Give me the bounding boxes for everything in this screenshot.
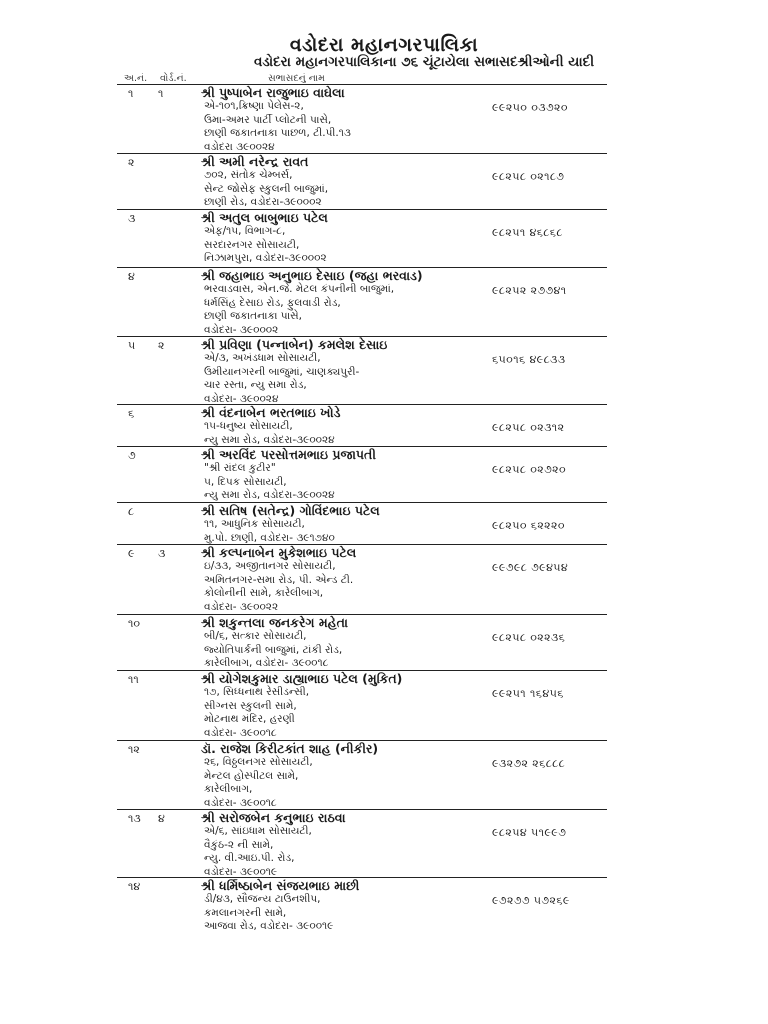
member-serial-number: ૭ — [128, 449, 136, 462]
member-name: શ્રી અરવિંદ પરસોત્તમભાઇ પ્રજાપતી — [201, 447, 376, 462]
address-line: એ-૧૦૧,ક્રિષ્ણા પેલેસ-૨, — [204, 100, 304, 112]
address-line: વડોદરા ૩૯૦૦૨૪ — [204, 140, 275, 153]
address-line: ન્યુ સમા રોડ, વડોદરા-૩૯૦૦૨૪ — [204, 489, 335, 501]
address-line: વડોદરા- ૩૯૦૦૧૮ — [204, 726, 277, 739]
member-serial-number: ૧૩ — [128, 812, 141, 825]
address-line: વડોદરા- ૩૯૦૦૧૮ — [204, 796, 277, 809]
column-header-ward: વોર્ડ.નં. — [160, 73, 187, 84]
address-line: આજવા રોડ, વડોદરા- ૩૯૦૦૧૯ — [204, 920, 334, 932]
member-serial-number: ૧૦ — [128, 617, 141, 630]
address-line: ૧૫-ધનુષ્ય સોસાયટી, — [204, 420, 293, 432]
member-name: શ્રી ધર્મિષ્ઠાબેન સંજયભાઇ માછી — [201, 878, 360, 893]
member-name: શ્રી યોગેશકુમાર ડાહ્યાભાઇ પટેલ (મુકિત) — [201, 671, 403, 686]
member-phone: ૯૮૨૫૧ ૪૬૮૬૮ — [492, 226, 563, 239]
member-name: શ્રી સતિષ (સતેન્દ્ર) ગોવિંદભાઇ પટેલ — [201, 503, 380, 518]
member-phone: ૯૯૨૫૧ ૧૬૪૫૬ — [492, 687, 564, 700]
address-line: એફ/૧૫, વિભાગ-૮, — [204, 225, 286, 237]
member-address — [204, 352, 359, 406]
member-address — [204, 756, 313, 810]
address-line: ૧૧, આધુનિક સોસાયટી, — [204, 518, 305, 530]
address-line: વડોદરા- ૩૯૦૦૨૨ — [204, 600, 279, 613]
address-line: ચાર રસ્તા, ન્યુ સમા રોડ, — [204, 379, 307, 391]
address-line: વડોદરા- ૩૯૦૦૧૯ — [204, 865, 278, 878]
member-name: શ્રી વંદનાબેન ભરતભાઇ ખોડે — [201, 405, 341, 420]
member-name: શ્રી અમી નરેન્દ્ર રાવત — [201, 154, 309, 169]
member-phone: ૬૫૦૧૬ ૪૯૮૩૩ — [492, 353, 566, 366]
address-line: અમિતનગર-સમા રોડ, પી. એન્ડ ટી. — [204, 573, 354, 586]
member-ward-number: ૧ — [158, 87, 164, 100]
member-name: ડૉ. રાજેશ કિરીટકાંત શાહ (નીકીર) — [201, 741, 379, 756]
member-serial-number: ૪ — [128, 270, 135, 283]
row-divider — [117, 209, 607, 210]
column-header-serial: અ.નં. — [124, 73, 148, 84]
member-serial-number: ૧૪ — [128, 880, 141, 893]
page-subtitle: વડોદરા મહાનગરપાલિકાના ૭૬ ચૂંટાયેલા સભાસદશ્રીઓની યાદી — [253, 54, 595, 70]
member-name: શ્રી સરોજબેન કનુભાઇ રાઠવા — [201, 810, 346, 825]
address-line: સેન્ટ જોસેફ સ્કુલની બાજુમાં, — [204, 182, 329, 195]
member-phone: ૯૮૨૫૦ ૬૨૨૨૦ — [492, 519, 565, 532]
member-name: શ્રી શકુન્તલા જનકરેગ મહેતા — [201, 615, 348, 630]
address-line: સીગ્નસ સ્કુલની સામે, — [204, 699, 297, 712]
address-line: ૧૭, સિધ્ધનાથ રેસીડન્સી, — [204, 686, 310, 698]
member-address — [204, 630, 342, 671]
address-line: ઉમા-અમર પાર્ટી પ્લોટની પાસે, — [204, 113, 332, 126]
member-address — [204, 100, 351, 154]
member-name: શ્રી પ્રવિણા (પન્નાબેન) કમલેશ દેસાઇ — [201, 337, 388, 352]
address-line: એ/૩, અખંડધામ સોસાયટી, — [204, 352, 321, 364]
member-ward-number: ૩ — [158, 547, 166, 560]
address-line: "શ્રી રાંદલ કુટીર" — [204, 462, 276, 474]
address-line: વૈકુંઠ-૨ ની સામે, — [204, 838, 274, 851]
member-serial-number: ૧૨ — [128, 743, 140, 756]
address-line: ન્યુ. વી.આઇ.પી. રોડ, — [204, 852, 295, 864]
member-phone: ૯૮૨૫૮ ૦૨૩૧૨ — [492, 421, 565, 434]
member-phone: ૯૮૨૫૪ ૫૧૯૯૭ — [492, 826, 567, 839]
row-divider — [117, 809, 607, 810]
address-line: બી/૬, સત્કાર સોસાયટી, — [204, 630, 307, 642]
member-serial-number: ૧ — [128, 87, 134, 100]
member-serial-number: ૬ — [128, 407, 135, 420]
member-address — [204, 169, 328, 210]
member-address — [204, 225, 327, 266]
member-serial-number: ૩ — [128, 212, 136, 225]
address-line: ન્યુ સમા રોડ, વડોદરા-૩૯૦૦૨૪ — [204, 433, 335, 446]
address-line: મુ.પો. છાણી, વડોદરા- ૩૯૧૭૪૦ — [204, 531, 335, 544]
member-name: શ્રી જહાભાઇ અનુભાઇ દેસાઇ (જહા ભરવાડ) — [201, 268, 423, 283]
address-line: ઉમીયાનગરની બાજુમાં, ચાણક્યપુરી- — [204, 365, 360, 378]
address-line: સરદારનગર સોસાયટી, — [204, 238, 300, 251]
member-address — [204, 560, 353, 614]
row-divider — [117, 544, 607, 545]
member-phone: ૯૮૨૫૨ ૨૭૭૪૧ — [492, 284, 567, 297]
row-divider — [117, 153, 607, 154]
member-address — [204, 420, 335, 447]
address-line: ધર્મસિંહ દેસાઇ રોડ, ફુલવાડી રોડ, — [204, 296, 341, 309]
member-phone: ૯૮૨૫૮ ૦૨૧૮૭ — [492, 170, 565, 183]
address-line: વડોદરા- ૩૯૦૦૨૪ — [204, 392, 279, 405]
address-line: મેન્ટલ હોસ્પીટલ સામે, — [204, 769, 299, 782]
member-phone: ૯૯૭૯૮ ૭૯૪૫૪ — [492, 561, 569, 574]
address-line: ૭૦૨, સંતોક ચેમ્બર્સ, — [204, 169, 293, 181]
member-serial-number: ૧૧ — [128, 673, 139, 686]
member-serial-number: ૨ — [128, 156, 135, 169]
address-line: કારેલીબાગ, વડોદરા- ૩૯૦૦૧૮ — [204, 657, 329, 669]
member-phone: ૯૩૨૭૨ ૨૬૮૮૮ — [492, 757, 566, 770]
member-name: શ્રી પુષ્પાબેન રાજુભાઇ વાઘેલા — [201, 85, 345, 100]
address-line: કોલોનીની સામે, કારેલીબાગ, — [204, 587, 324, 599]
address-line: છાણી રોડ, વડોદરા-૩૯૦૦૦૨ — [204, 196, 322, 208]
column-header-name: સભાસદનું નામ — [268, 73, 325, 84]
member-address — [204, 462, 335, 503]
member-address — [204, 518, 335, 545]
member-phone: ૯૮૨૫૮ ૦૨૭૨૦ — [492, 463, 566, 476]
address-line: ૨૬, વિઠ્ઠલનગર સોસાયટી, — [204, 756, 313, 768]
row-divider — [117, 877, 607, 878]
address-line: મોટનાથ મંદિર, હરણી — [204, 713, 295, 725]
member-phone: ૯૯૨૫૦ ૦૩૭૨૦ — [492, 101, 568, 114]
member-name: શ્રી કલ્પનાબેન મુકેશભાઇ પટેલ — [201, 545, 357, 560]
member-name: શ્રી અતુલ બાબુભાઇ પટેલ — [201, 210, 328, 225]
member-address — [204, 893, 333, 934]
address-line: છાણી જકાતનાકા પાસે, — [204, 310, 303, 322]
member-ward-number: ૪ — [158, 812, 165, 825]
address-line: કમલાનગરની સામે, — [204, 906, 287, 919]
page-title: વડોદરા મહાનગરપાલિકા — [289, 34, 479, 56]
member-address — [204, 825, 312, 879]
address-line: છાણી જકાતનાકા પાછળ, ટી.પી.૧૩ — [204, 127, 351, 139]
address-line: ઇ/૩૩, અજીતાનગર સોસાયટી, — [204, 560, 336, 572]
member-address — [204, 686, 309, 740]
member-ward-number: ૨ — [158, 339, 165, 352]
address-line: જ્યોતિપાર્કની બાજુમાં, ટાંકી રોડ, — [204, 643, 343, 656]
row-divider — [117, 614, 607, 615]
member-serial-number: ૫ — [128, 339, 136, 352]
address-line: એ/૬, સાંઇધામ સોસાયટી, — [204, 825, 312, 837]
address-line: વડોદરા- ૩૯૦૦૦૨ — [204, 323, 279, 336]
member-phone: ૯૭૨૭૭ ૫૭૨૬૯ — [492, 894, 570, 907]
member-phone: ૯૮૨૫૮ ૦૨૨૩૬ — [492, 631, 566, 644]
address-line: નિઝામપુરા, વડોદરા-૩૯૦૦૦૨ — [204, 252, 327, 264]
address-line: ૫, દિપક સોસાયટી, — [204, 475, 287, 488]
member-serial-number: ૮ — [128, 505, 135, 518]
row-divider — [117, 404, 607, 405]
address-line: ડી/૪૩, સૌજન્ય ટાઉનશીપ, — [204, 893, 321, 905]
member-serial-number: ૯ — [128, 547, 135, 560]
row-divider — [117, 84, 607, 85]
address-line: કારેલીબાગ, — [204, 783, 253, 795]
address-line: ભરવાડવાસ, એન.જે. મેટલ કંપનીની બાજુમાં, — [204, 283, 395, 295]
member-address — [204, 283, 394, 337]
